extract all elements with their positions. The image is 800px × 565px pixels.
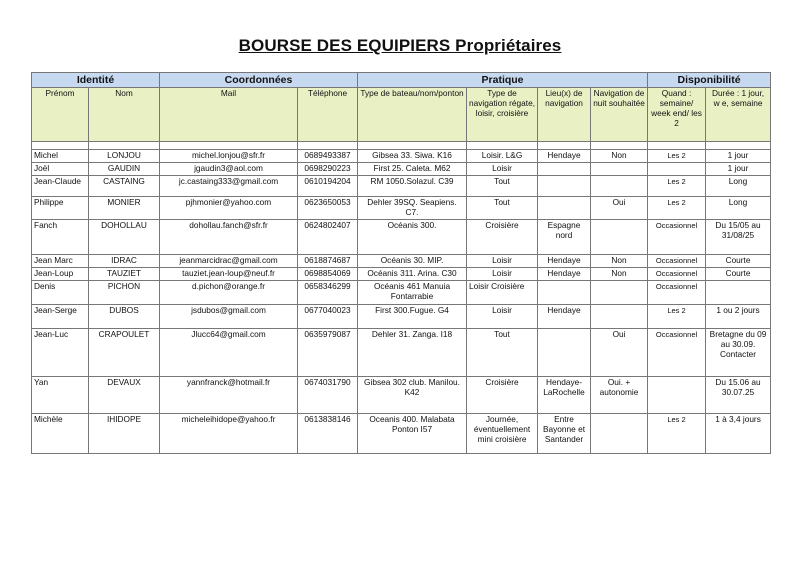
column-header-8: Quand : semaine/ week end/ les 2 [648, 88, 706, 142]
table-row [32, 268, 771, 281]
table-cell [538, 281, 591, 305]
column-header-5: Type de navigation régate, loisir, croisière [467, 88, 538, 142]
table-cell: 1 ou 2 jours [706, 305, 771, 329]
table-cell: 0689493387 [298, 150, 358, 163]
table-cell: Océanis 461 Manuia Fontarrabie [358, 281, 467, 305]
table-cell: jeanmarcidrac@gmail.com [160, 255, 298, 268]
table-cell [538, 329, 591, 377]
table-cell: Océanis 311. Arina. C30 [358, 268, 467, 281]
table-cell: Philippe [32, 197, 89, 220]
table-row [32, 163, 771, 176]
table-cell: 1 jour [706, 150, 771, 163]
table-row [32, 220, 771, 255]
table-cell: Occasionnel [648, 281, 706, 305]
table-cell: yannfranck@hotmail.fr [160, 377, 298, 414]
table-cell: Occasionnel [648, 220, 706, 255]
table-cell: Tout [467, 197, 538, 220]
table-cell: Courte [706, 255, 771, 268]
table-cell: Du 15/05 au 31/08/25 [706, 220, 771, 255]
spacer-cell [358, 142, 467, 150]
table-cell: First 25. Caleta. M62 [358, 163, 467, 176]
spacer-cell [160, 142, 298, 150]
spacer-cell [706, 142, 771, 150]
table-row [32, 281, 771, 305]
table-cell [591, 305, 648, 329]
table-row [32, 176, 771, 197]
table-cell: Jean-Loup [32, 268, 89, 281]
section-header-0: Identité [32, 73, 160, 88]
table-cell [706, 281, 771, 305]
column-header-7: Navigation de nuit souhaitée [591, 88, 648, 142]
table-cell: RM 1050.Solazul. C39 [358, 176, 467, 197]
table-cell: dohollau.fanch@sfr.fr [160, 220, 298, 255]
column-header-9: Durée : 1 jour, w e, semaine [706, 88, 771, 142]
table-cell [648, 377, 706, 414]
table-cell: jgaudin3@aol.com [160, 163, 298, 176]
table-cell: Occasionnel [648, 329, 706, 377]
table-cell: 0613838146 [298, 414, 358, 454]
section-header-3: Disponibilité [648, 73, 771, 88]
table-cell: Fanch [32, 220, 89, 255]
table-row [32, 414, 771, 454]
table-cell: Jean-Claude [32, 176, 89, 197]
table-cell: Les 2 [648, 197, 706, 220]
table-cell: 0658346299 [298, 281, 358, 305]
table-cell: d.pichon@orange.fr [160, 281, 298, 305]
table-cell [538, 197, 591, 220]
table-cell: Hendaye [538, 268, 591, 281]
spacer-row [32, 142, 771, 150]
column-header-6: Lieu(x) de navigation [538, 88, 591, 142]
table-cell: Michèle [32, 414, 89, 454]
column-header-2: Mail [160, 88, 298, 142]
table-cell: Non [591, 150, 648, 163]
table-cell: micheleihidope@yahoo.fr [160, 414, 298, 454]
table-cell [591, 220, 648, 255]
table-cell: 0618874687 [298, 255, 358, 268]
table-cell: Hendaye [538, 255, 591, 268]
table-row [32, 329, 771, 377]
table-cell: LONJOU [89, 150, 160, 163]
table-cell: Croisière [467, 377, 538, 414]
table-cell: DEVAUX [89, 377, 160, 414]
table-cell: MONIER [89, 197, 160, 220]
table-cell: Loisir [467, 163, 538, 176]
table-row [32, 305, 771, 329]
table-cell: DUBOS [89, 305, 160, 329]
table-cell: CRAPOULET [89, 329, 160, 377]
table-cell: 0624802407 [298, 220, 358, 255]
table-cell: 0698854069 [298, 268, 358, 281]
table-cell: 0674031790 [298, 377, 358, 414]
table-cell [648, 163, 706, 176]
spacer-cell [538, 142, 591, 150]
table-cell: Tout [467, 176, 538, 197]
table-cell: jc.castaing333@gmail.com [160, 176, 298, 197]
table-cell: Yan [32, 377, 89, 414]
spacer-cell [467, 142, 538, 150]
table-cell: Oui. + autonomie [591, 377, 648, 414]
table-row [32, 377, 771, 414]
table-cell: IDRAC [89, 255, 160, 268]
crew-exchange-table [31, 72, 771, 454]
table-cell: Croisière [467, 220, 538, 255]
column-header-row [32, 88, 771, 142]
table-cell: First 300.Fugue. G4 [358, 305, 467, 329]
table-cell: Non [591, 255, 648, 268]
table-cell: Jlucc64@gmail.com [160, 329, 298, 377]
document-title: BOURSE DES EQUIPIERS Propriétaires [238, 36, 562, 55]
table-cell: IHIDOPE [89, 414, 160, 454]
table-row [32, 150, 771, 163]
column-header-1: Nom [89, 88, 160, 142]
table-cell: CASTAING [89, 176, 160, 197]
table-cell: Jean-Luc [32, 329, 89, 377]
table-cell: Jean Marc [32, 255, 89, 268]
table-cell: michel.lonjou@sfr.fr [160, 150, 298, 163]
table-cell: PICHON [89, 281, 160, 305]
table-cell: Journée, éventuellement mini croisière [467, 414, 538, 454]
table-cell: Océanis 30. MIP. [358, 255, 467, 268]
table-cell: DOHOLLAU [89, 220, 160, 255]
table-cell: pjhmonier@yahoo.com [160, 197, 298, 220]
table-cell: Loisir [467, 255, 538, 268]
table-cell: Les 2 [648, 150, 706, 163]
section-header-row [32, 73, 771, 88]
table-cell: 1 jour [706, 163, 771, 176]
table-cell: Denis [32, 281, 89, 305]
table-cell: Loisir [467, 305, 538, 329]
table-cell: Du 15.06 au 30.07.25 [706, 377, 771, 414]
table-cell: Océanis 300. [358, 220, 467, 255]
table-cell: Loisir Croisière [467, 281, 538, 305]
spacer-cell [298, 142, 358, 150]
table-cell: Michel [32, 150, 89, 163]
spacer-cell [32, 142, 89, 150]
spacer-cell [591, 142, 648, 150]
table-cell: Occasionnel [648, 268, 706, 281]
table-cell: GAUDIN [89, 163, 160, 176]
table-cell: Oui [591, 329, 648, 377]
table-cell: Non [591, 268, 648, 281]
table-cell: Dehler 31. Zanga. I18 [358, 329, 467, 377]
table-cell: Loisir [467, 268, 538, 281]
table-cell: Courte [706, 268, 771, 281]
table-cell: Joël [32, 163, 89, 176]
table-cell: Gibsea 302 club. Manilou. K42 [358, 377, 467, 414]
table-cell: Occasionnel [648, 255, 706, 268]
table-cell: 0677040023 [298, 305, 358, 329]
table-cell: 0698290223 [298, 163, 358, 176]
table-cell: Jean-Serge [32, 305, 89, 329]
column-header-0: Prénom [32, 88, 89, 142]
spacer-cell [89, 142, 160, 150]
table-row [32, 255, 771, 268]
table-cell: Les 2 [648, 305, 706, 329]
table-cell: Hendaye [538, 305, 591, 329]
table-cell: 0610194204 [298, 176, 358, 197]
table-row [32, 197, 771, 220]
table-cell: Dehler 39SQ. Seapiens. C7. [358, 197, 467, 220]
table-cell: Bretagne du 09 au 30.09. Contacter [706, 329, 771, 377]
table-cell: Hendaye [538, 150, 591, 163]
table-cell: Tout [467, 329, 538, 377]
table-cell [591, 281, 648, 305]
table-cell: Long [706, 197, 771, 220]
table-cell: Gibsea 33. Siwa. K16 [358, 150, 467, 163]
spacer-cell [648, 142, 706, 150]
table-cell: Espagne nord [538, 220, 591, 255]
table-cell: Loisir. L&G [467, 150, 538, 163]
table-cell: tauziet.jean-loup@neuf.fr [160, 268, 298, 281]
table-cell: 0635979087 [298, 329, 358, 377]
table-cell: 1 à 3,4 jours [706, 414, 771, 454]
section-header-2: Pratique [358, 73, 648, 88]
table-cell: Oceanis 400. Malabata Ponton I57 [358, 414, 467, 454]
column-header-3: Téléphone [298, 88, 358, 142]
table-cell [591, 414, 648, 454]
section-header-1: Coordonnées [160, 73, 358, 88]
table-cell: TAUZIET [89, 268, 160, 281]
table-cell: Entre Bayonne et Santander [538, 414, 591, 454]
table-cell: Oui [591, 197, 648, 220]
table-cell [538, 176, 591, 197]
table-cell [591, 163, 648, 176]
table-cell: Les 2 [648, 176, 706, 197]
column-header-4: Type de bateau/nom/ponton [358, 88, 467, 142]
table-cell [538, 163, 591, 176]
table-cell: jsdubos@gmail.com [160, 305, 298, 329]
table-cell: 0623650053 [298, 197, 358, 220]
table-cell [591, 176, 648, 197]
table-cell: Long [706, 176, 771, 197]
table-cell: Hendaye-LaRochelle [538, 377, 591, 414]
table-cell: Les 2 [648, 414, 706, 454]
